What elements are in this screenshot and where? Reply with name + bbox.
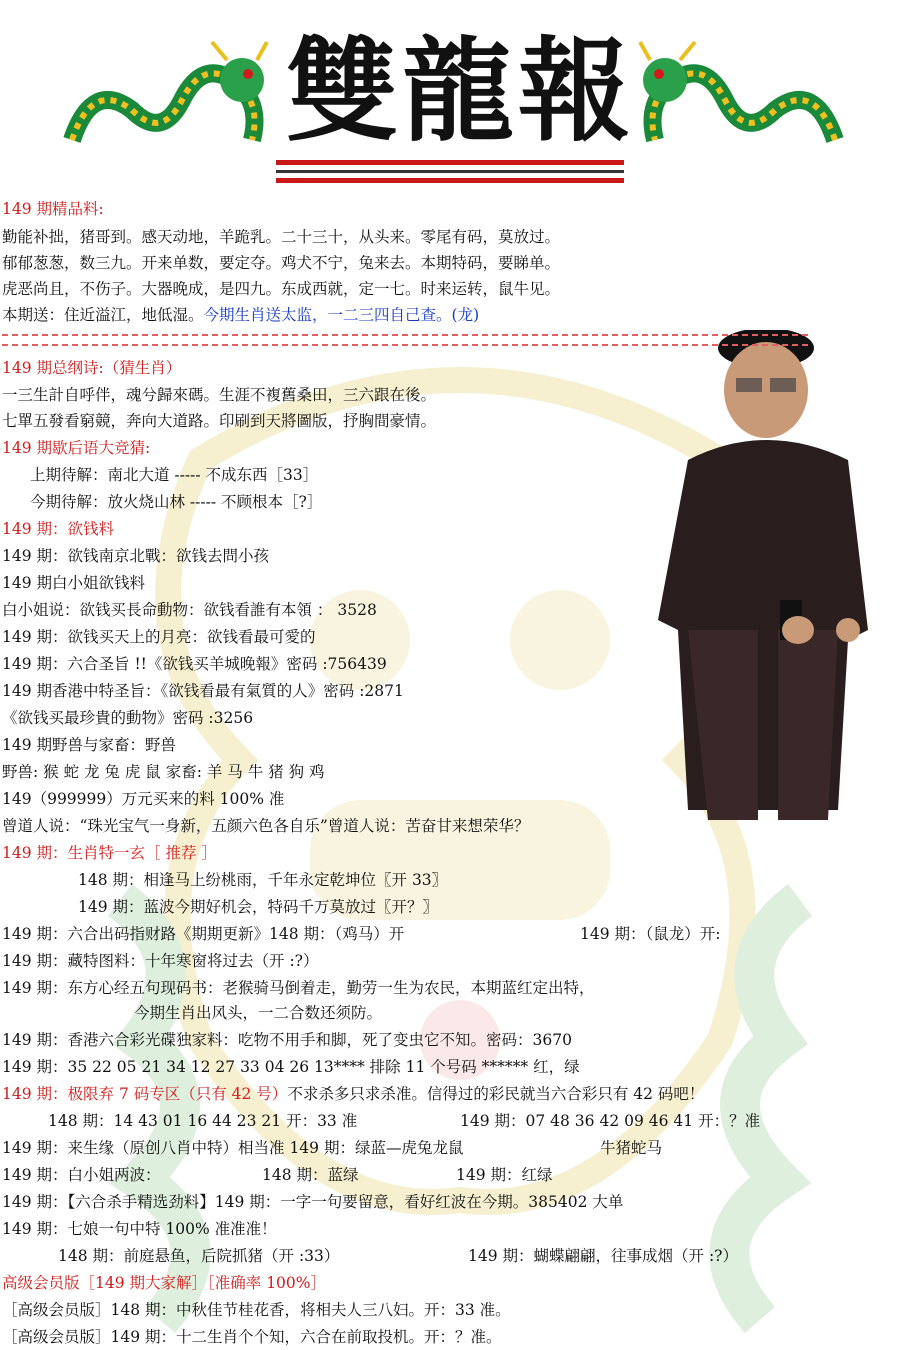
- text-line: 149 期：藏特图料：十年寒窗将过去（开 :?）: [2, 952, 319, 970]
- right-dragon-icon: [630, 40, 845, 170]
- text-line: 149 期：六合圣旨 !!《欲钱买羊城晚報》密码 :756439: [2, 655, 387, 673]
- text-span: 149 期：来生缘（原创八肖中特）相当准 149 期：绿蓝—虎兔龙鼠: [2, 1139, 464, 1157]
- section-divider: [2, 334, 808, 346]
- text-line: [58, 1246, 738, 1266]
- newspaper-title: 雙龍報: [286, 26, 634, 157]
- text-line: 149（999999）万元买来的料 100% 准: [2, 790, 285, 808]
- title-rule-middle: [276, 170, 624, 173]
- text-line: [2, 1165, 553, 1185]
- text-line: 郁郁葱葱，数三九。开来单数，要定夺。鸡犬不宁，兔来去。本期特码，要睇单。: [2, 254, 561, 272]
- section-heading: 149 期：欲钱料: [2, 520, 115, 538]
- text-span: 149 期：蝴蝶翩翩，往事成烟（开 :?）: [468, 1247, 738, 1265]
- title-rule-top: [276, 160, 624, 165]
- text-line: 149 期：35 22 05 21 34 12 27 33 04 26 13**** 排除 11 个号码 ****** 红，绿: [2, 1058, 580, 1076]
- text-span: 148 期：前庭悬鱼，后院抓猪（开 :33）: [58, 1247, 340, 1265]
- text-line: 149 期野兽与家畜：野兽: [2, 736, 177, 754]
- text-line: 149 期：蓝波今期好机会，特码千万莫放过〖开？〗: [78, 898, 439, 916]
- text-line: 虎恶尚且，不伤子。大器晚成，是四九。东成西就，定一七。时来运转，鼠牛见。: [2, 280, 561, 298]
- text-span: 牛猪蛇马: [600, 1139, 663, 1157]
- left-dragon-icon: [62, 40, 277, 170]
- text-span: 149 期：六合出码指财路《期期更新》148 期：（鸡马）开: [2, 925, 405, 943]
- text-line: 149 期香港中特圣旨：《欲钱看最有氣質的人》密码 :2871: [2, 682, 404, 700]
- section-heading: 149 期精品料:: [2, 200, 104, 218]
- man-in-robe-photo: [648, 330, 886, 830]
- text-span: 149 期：07 48 36 42 09 46 41 开：？准: [460, 1112, 761, 1130]
- text-span: 148 期：14 43 01 16 44 23 21 开：33 准: [48, 1112, 358, 1130]
- section-heading: 149 期：生肖特一玄［ 推荐 ］: [2, 844, 217, 862]
- text-line: 149 期：东方心经五句现码书：老猴骑马倒着走，勤劳一生为农民，本期蓝红定出特，: [2, 979, 595, 997]
- text-line: 曾道人说：“珠光宝气一身新，五颜六色各自乐”曾道人说：苦奋甘来想荣华？: [2, 817, 530, 835]
- text-line: 野兽: 猴 蛇 龙 兔 虎 鼠 家畜: 羊 马 牛 猪 狗 鸡: [2, 763, 325, 781]
- text-line: 《欲钱买最珍貴的動物》密码 :3256: [2, 709, 254, 727]
- text-line: 149 期白小姐欲钱料: [2, 574, 146, 592]
- red-text-span: 149 期：极限弃 7 码专区（只有 42 号）: [2, 1085, 288, 1103]
- text-line: 白小姐说：欲钱买長命動物：欲钱看誰有本領 ： 3528: [2, 601, 377, 619]
- section-heading: 高级会员版［149 期大家解］［准确率 100%］: [2, 1274, 327, 1292]
- text-line: 上期待解：南北大道 ----- 不成东西［33］: [30, 466, 319, 484]
- text-line: 149 期：七娘一句中特 100% 准准准！: [2, 1220, 277, 1238]
- text-span: 148 期：蓝绿: [262, 1166, 359, 1184]
- text-line: 今期待解：放火烧山林 ----- 不顾根本［?］: [30, 493, 323, 511]
- text-line: 149 期：【六合杀手精选劲料】149 期：一字一句要留意，看好红波在今期。385402 大单: [2, 1193, 624, 1211]
- text-span: 不求杀多只求杀准。信得过的彩民就当六合彩只有 42 码吧！: [287, 1085, 705, 1103]
- text-line: ［高级会员版］148 期：中秋佳节桂花香，将相夫人三八妇。开：33 准。: [2, 1301, 511, 1319]
- text-line: 149 期：香港六合彩光碟独家料：吃物不用手和脚，死了变虫它不知。密码：3670: [2, 1031, 572, 1049]
- text-line: [48, 1111, 761, 1131]
- text-span: 149 期：红绿: [456, 1166, 553, 1184]
- text-span: 本期送：住近溢江，地低湿。: [2, 306, 204, 324]
- text-line: ［高级会员版］149 期：十二生肖个个知，六合在前取投机。开：？准。: [2, 1328, 502, 1346]
- text-line: 七單五發看窮競，奔向大道路。印刷到天將圖版，抒胸間豪情。: [2, 412, 437, 430]
- text-line: [2, 924, 721, 944]
- text-line: 一三生計自呼伴，魂兮歸來碼。生涯不複舊桑田，三六跟在後。: [2, 386, 437, 404]
- text-line: [2, 1084, 704, 1104]
- text-line: 今期生肖出风头，一二合数还须防。: [134, 1004, 383, 1022]
- text-line: [2, 305, 479, 325]
- text-line: 149 期：欲钱买天上的月亮：欲钱看最可愛的: [2, 628, 316, 646]
- blue-highlight-text: 今期生肖送太监，一二三四自己查。(龙): [203, 306, 480, 324]
- text-span: 149 期：白小姐两波：: [2, 1166, 161, 1184]
- text-line: 勤能补拙，猪哥到。感天动地，羊跪乳。二十三十，从头来。零尾有码，莫放过。: [2, 228, 561, 246]
- text-line: 148 期：相逢马上纷桃雨，千年永定乾坤位〖开 33〗: [78, 871, 448, 889]
- title-rule-bottom: [276, 178, 624, 183]
- text-line: 149 期：欲钱南京北戰：欲钱去問小孩: [2, 547, 270, 565]
- section-heading: 149 期歇后语大竞猜:: [2, 439, 151, 457]
- text-line: [2, 1138, 663, 1158]
- section-heading: 149 期总纲诗:（猜生肖）: [2, 359, 182, 377]
- text-span: 149 期：（鼠龙）开:: [580, 925, 721, 943]
- masthead: [0, 0, 900, 198]
